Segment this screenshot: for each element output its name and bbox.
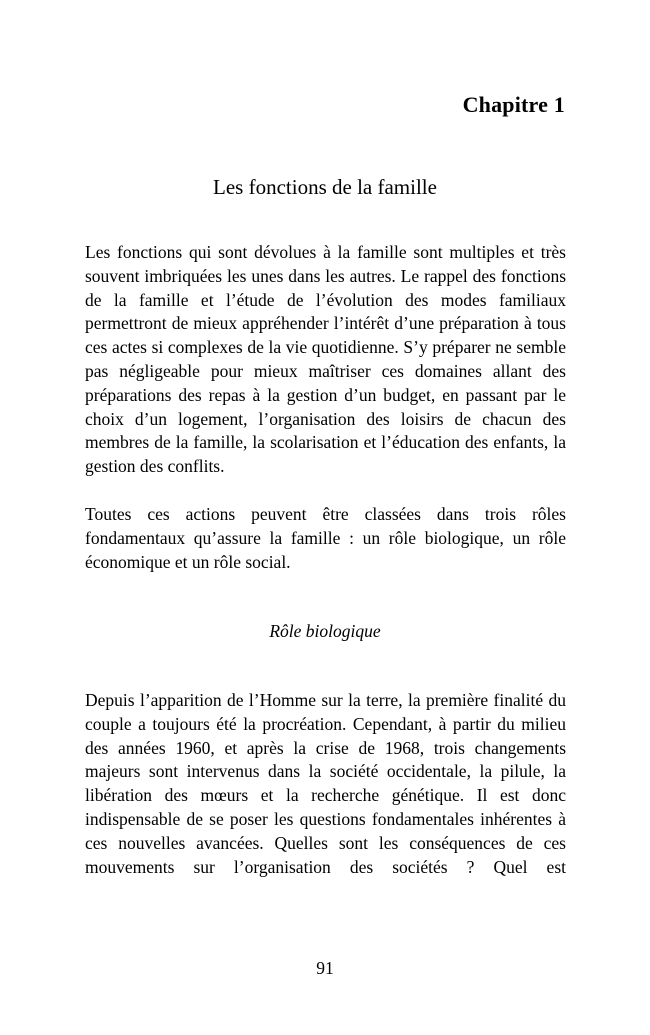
chapter-title: Les fonctions de la famille	[213, 175, 437, 199]
intro-paragraph-1: Les fonctions qui sont dévolues à la famille sont multiples et très souvent imbriquées les unes dans les autres. Le rappel des fonctions de la famille et l’étude de l’évolution des modes familiaux permettront de mieux appréhender l’intérêt d’une préparation à tous ces actes si complexes de la vie quotidienne. S’y préparer ne semble pas négligeable pour mieux maîtriser ces domaines allant des préparations des repas à la gestion d’un budget, en passant par le choix d’un logement, l’organisation des loisirs de chacun des membres de la famille, la scolarisation et l’éducation des enfants, la gestion des conflits.	[85, 242, 566, 477]
section-title: Rôle biologique	[269, 621, 381, 641]
chapter-label: Chapitre 1	[462, 92, 565, 117]
intro-paragraph-2: Toutes ces actions peuvent être classées dans trois rôles fondamentaux qu’assure la famille : un rôle biologique, un rôle économique et un rôle social.	[85, 504, 566, 572]
section-paragraph: Depuis l’apparition de l’Homme sur la terre, la première finalité du couple a toujours été la procréation. Cependant, à partir du milieu des années 1960, et après la crise de 1968, trois changements majeurs sont intervenus dans la société occidentale, la pilule, la libération des mœurs et la recherche génétique. Il est donc indispensable de se poser les questions fondamentales inhérentes à ces nouvelles avancées. Quelles sont les conséquences de ces mouvements sur l’organisation des sociétés ? Quel est	[85, 690, 566, 877]
page-number: 91	[316, 958, 334, 978]
